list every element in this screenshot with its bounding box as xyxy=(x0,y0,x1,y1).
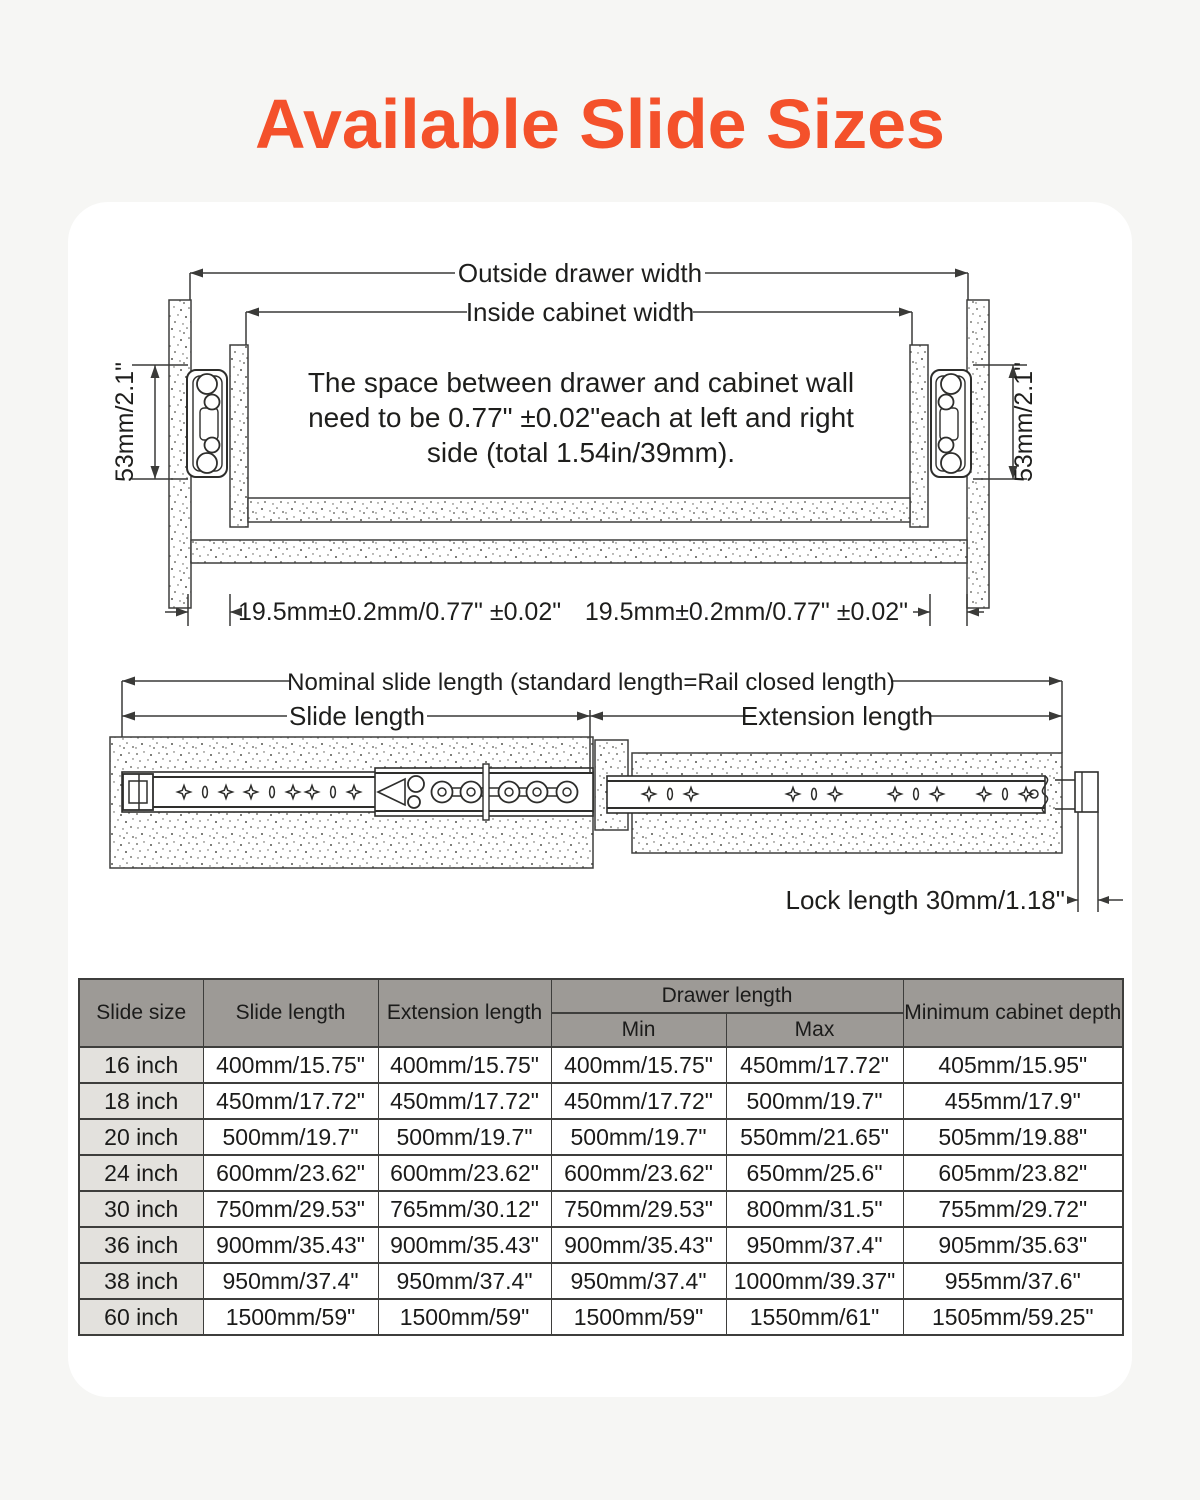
slide-height-label-right: 53mm/2.1" xyxy=(1010,361,1038,483)
slide-cross-section-left xyxy=(187,370,227,477)
table-cell: 1500mm/59" xyxy=(378,1299,551,1335)
table-row xyxy=(79,1191,1123,1227)
table-row xyxy=(79,1047,1123,1083)
col-header-drawer-length: Drawer length xyxy=(551,979,903,1013)
inside-cabinet-width-label: Inside cabinet width xyxy=(465,297,695,327)
table-cell: 900mm/35.43" xyxy=(378,1227,551,1263)
table-row xyxy=(79,1155,1123,1191)
lock-hook xyxy=(1075,772,1098,812)
table-cell: 1505mm/59.25" xyxy=(903,1299,1123,1335)
col-header-min-cabinet-depth: Minimum cabinet depth xyxy=(903,979,1123,1047)
table-cell: 400mm/15.75" xyxy=(378,1047,551,1083)
cross-section-diagram xyxy=(75,245,1125,655)
table-cell: 500mm/19.7" xyxy=(551,1119,726,1155)
table-cell: 500mm/19.7" xyxy=(203,1119,378,1155)
spacing-note-line3: side (total 1.54in/39mm). xyxy=(426,437,736,468)
drawer-bottom-panel xyxy=(248,498,910,522)
table-cell: 405mm/15.95" xyxy=(903,1047,1123,1083)
table-cell: 600mm/23.62" xyxy=(203,1155,378,1191)
slide-sizes-table xyxy=(78,978,1124,1336)
table-cell: 600mm/23.62" xyxy=(551,1155,726,1191)
table-cell: 605mm/23.82" xyxy=(903,1155,1123,1191)
row-header-cell: 18 inch xyxy=(79,1083,203,1119)
nominal-length-label: Nominal slide length (standard length=Rail closed length) xyxy=(287,669,895,696)
gap-label-left: 19.5mm±0.2mm/0.77" ±0.02" xyxy=(238,598,562,626)
table-cell: 550mm/21.65" xyxy=(726,1119,903,1155)
slide-cross-section-right xyxy=(931,370,971,477)
table-cell: 450mm/17.72" xyxy=(378,1083,551,1119)
table-cell: 505mm/19.88" xyxy=(903,1119,1123,1155)
table-row xyxy=(79,1227,1123,1263)
table-cell: 950mm/37.4" xyxy=(203,1263,378,1299)
table-cell: 750mm/29.53" xyxy=(203,1191,378,1227)
cabinet-bottom-panel xyxy=(191,540,967,563)
row-header-cell: 30 inch xyxy=(79,1191,203,1227)
table-cell: 500mm/19.7" xyxy=(378,1119,551,1155)
table-cell: 950mm/37.4" xyxy=(726,1227,903,1263)
gap-label-right: 19.5mm±0.2mm/0.77" ±0.02" xyxy=(584,598,908,626)
drawer-side-left xyxy=(230,345,248,527)
row-header-cell: 38 inch xyxy=(79,1263,203,1299)
col-header-slide-length: Slide length xyxy=(203,979,378,1047)
col-header-extension-length: Extension length xyxy=(378,979,551,1047)
spacing-note-line1: The space between drawer and cabinet wall xyxy=(307,367,855,398)
table-cell: 400mm/15.75" xyxy=(551,1047,726,1083)
row-header-cell: 24 inch xyxy=(79,1155,203,1191)
outside-drawer-width-label: Outside drawer width xyxy=(457,258,703,288)
row-header-cell: 20 inch xyxy=(79,1119,203,1155)
table-cell: 1000mm/39.37" xyxy=(726,1263,903,1299)
header-row-top xyxy=(79,979,1123,1013)
table-cell: 750mm/29.53" xyxy=(551,1191,726,1227)
content-card xyxy=(68,202,1132,1397)
table-cell: 400mm/15.75" xyxy=(203,1047,378,1083)
col-header-min: Min xyxy=(551,1013,726,1047)
row-header-cell: 60 inch xyxy=(79,1299,203,1335)
table-cell: 1550mm/61" xyxy=(726,1299,903,1335)
table-cell: 765mm/30.12" xyxy=(378,1191,551,1227)
table-cell: 1500mm/59" xyxy=(203,1299,378,1335)
table-row xyxy=(79,1083,1123,1119)
slide-length-label: Slide length xyxy=(289,701,425,731)
table-cell: 900mm/35.43" xyxy=(203,1227,378,1263)
table-cell: 800mm/31.5" xyxy=(726,1191,903,1227)
lock-length-label: Lock length 30mm/1.18" xyxy=(785,885,1065,915)
row-header-cell: 36 inch xyxy=(79,1227,203,1263)
extension-length-label: Extension length xyxy=(740,701,934,731)
table-cell: 450mm/17.72" xyxy=(203,1083,378,1119)
table-cell: 755mm/29.72" xyxy=(903,1191,1123,1227)
col-header-slide-size: Slide size xyxy=(79,979,203,1047)
table-cell: 955mm/37.6" xyxy=(903,1263,1123,1299)
slide-rail-bearing-member xyxy=(375,764,593,820)
table-cell: 950mm/37.4" xyxy=(378,1263,551,1299)
table-cell: 900mm/35.43" xyxy=(551,1227,726,1263)
table-cell: 950mm/37.4" xyxy=(551,1263,726,1299)
slide-rail-extension-member xyxy=(607,772,1098,813)
page-title: Available Slide Sizes xyxy=(255,85,945,163)
table-row xyxy=(79,1119,1123,1155)
table-cell: 450mm/17.72" xyxy=(551,1083,726,1119)
drawer-side-right xyxy=(910,345,928,527)
table-cell: 905mm/35.63" xyxy=(903,1227,1123,1263)
spacing-note-line2: need to be 0.77" ±0.02"each at left and right xyxy=(308,402,854,433)
table-cell: 1500mm/59" xyxy=(551,1299,726,1335)
row-header-cell: 16 inch xyxy=(79,1047,203,1083)
slide-length-diagram xyxy=(75,660,1125,960)
table-row xyxy=(79,1263,1123,1299)
table-cell: 455mm/17.9" xyxy=(903,1083,1123,1119)
table-cell: 500mm/19.7" xyxy=(726,1083,903,1119)
slide-height-label-left: 53mm/2.1" xyxy=(111,361,139,483)
table-cell: 450mm/17.72" xyxy=(726,1047,903,1083)
col-header-max: Max xyxy=(726,1013,903,1047)
table-row xyxy=(79,1299,1123,1335)
table-cell: 600mm/23.62" xyxy=(378,1155,551,1191)
table-cell: 650mm/25.6" xyxy=(726,1155,903,1191)
